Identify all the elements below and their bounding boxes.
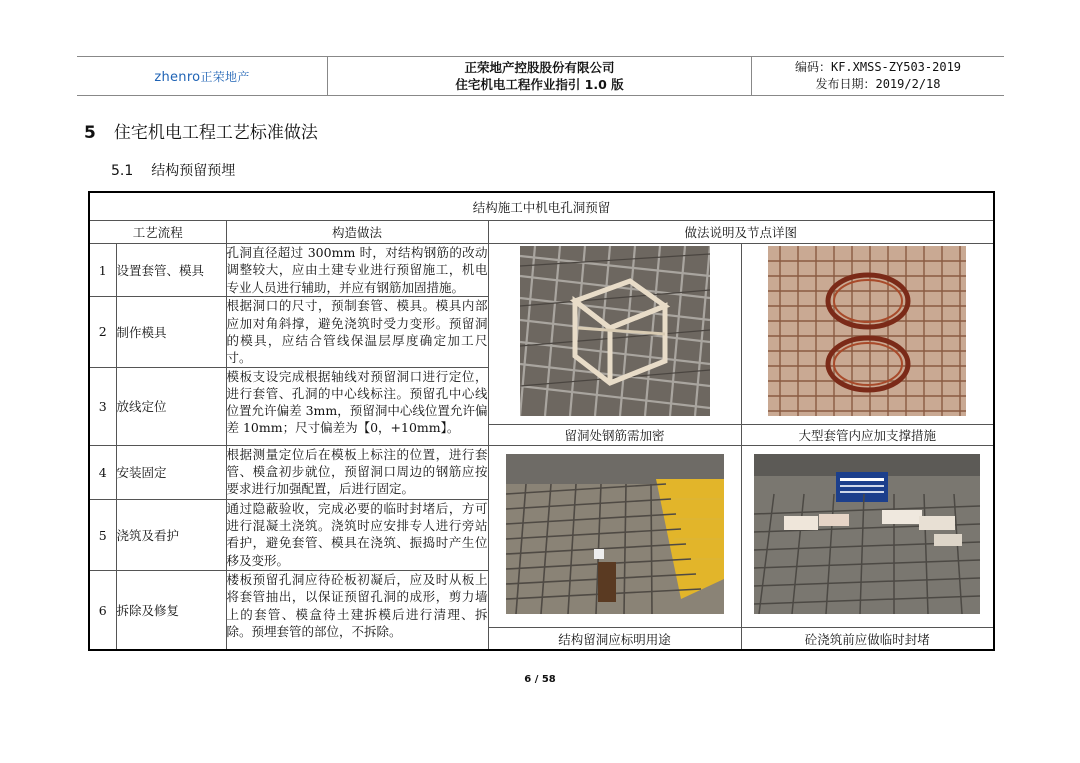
row-desc: 楼板预留孔洞应待砼板初凝后，应及时从板上将套管抽出，以保证预留孔洞的成形，剪力墙上的套管、模盒待土建拆模后进行清理、拆除。预埋套管的部位，不拆除。: [226, 571, 488, 650]
col-header-process: 工艺流程: [89, 221, 226, 244]
meta-cell: [752, 57, 1004, 95]
row-step: 放线定位: [116, 367, 226, 445]
row-desc: 根据洞口的尺寸，预制套管、模具。模具内部应加对角斜撑，避免浇筑时受力变形。预留洞的模具，应结合管线保温层厚度确定加工尺寸。: [226, 297, 488, 367]
row-step: 拆除及修复: [116, 571, 226, 650]
subsection-number: 5.1: [111, 163, 134, 179]
photo-labeled-openings: [488, 445, 741, 628]
title-cell: [327, 57, 752, 95]
logo-cell: [77, 57, 327, 95]
section-number: 5: [84, 123, 96, 143]
row-index: 4: [89, 445, 116, 499]
labeled-openings-photo: [506, 454, 724, 614]
section-heading: [84, 118, 318, 143]
document-title: 住宅机电工程作业指引 1.0 版: [455, 77, 624, 92]
logo-text: zhenro: [154, 69, 201, 85]
photo-rebar-box: [488, 244, 741, 425]
row-step: 制作模具: [116, 297, 226, 367]
temporary-plugs-photo: [754, 454, 980, 614]
photo-temporary-plugs: [741, 445, 994, 628]
company-logo: [154, 68, 249, 85]
row-index: 3: [89, 367, 116, 445]
row-step: 安装固定: [116, 445, 226, 499]
caption-temporary-plugs: 砼浇筑前应做临时封堵: [741, 628, 994, 650]
logo-cn-text: 正荣地产: [200, 69, 250, 84]
caption-labeled-openings: 结构留洞应标明用途: [488, 628, 741, 650]
process-table: [88, 191, 995, 651]
row-index: 2: [89, 297, 116, 367]
rebar-box-photo: [520, 246, 710, 416]
col-header-method: 构造做法: [226, 221, 488, 244]
col-header-detail: 做法说明及节点详图: [488, 221, 994, 244]
row-step: 设置套管、模具: [116, 244, 226, 297]
caption-sleeve-rings: 大型套管内应加支撑措施: [741, 424, 994, 445]
section-title: 住宅机电工程工艺标准做法: [113, 123, 318, 143]
subsection-heading: [111, 160, 235, 180]
photo-sleeve-rings: [741, 244, 994, 425]
row-desc: 模板支设完成根据轴线对预留洞口进行定位，进行套管、孔洞的中心线标注。预留孔中心线位置允许偏差 3mm，预留洞中心线位置允许偏差 10mm；尺寸偏差为【0，+10mm】。: [226, 367, 488, 445]
row-index: 6: [89, 571, 116, 650]
row-desc: 孔洞直径超过 300mm 时，对结构钢筋的改动调整较大，应由土建专业进行预留施工，机电专业人员进行辅助，并应有钢筋加固措施。: [226, 244, 488, 297]
row-desc: 通过隐蔽验收，完成必要的临时封堵后，方可进行混凝土浇筑。浇筑时应安排专人进行旁站看护，避免套管、模具在浇筑、振捣时产生位移及变形。: [226, 499, 488, 570]
subsection-title: 结构预留预埋: [151, 163, 236, 179]
row-step: 浇筑及看护: [116, 499, 226, 570]
row-desc: 根据测量定位后在模板上标注的位置，进行套管、模盒初步就位，预留洞口周边的钢筋应按要求进行加强配置，后进行固定。: [226, 445, 488, 499]
caption-rebar-box: 留洞处钢筋需加密: [488, 424, 741, 445]
document-code: 编码：KF.XMSS-ZY503-2019: [794, 60, 962, 74]
company-name: 正荣地产控股股份有限公司: [464, 60, 615, 75]
table-title: 结构施工中机电孔洞预留: [89, 192, 994, 221]
document-header: [77, 56, 1004, 96]
publish-date: 发布日期：2019/2/18: [815, 77, 941, 91]
page-number: 6 / 58: [524, 674, 556, 685]
row-index: 1: [89, 244, 116, 297]
row-index: 5: [89, 499, 116, 570]
sleeve-rings-photo: [768, 246, 966, 416]
